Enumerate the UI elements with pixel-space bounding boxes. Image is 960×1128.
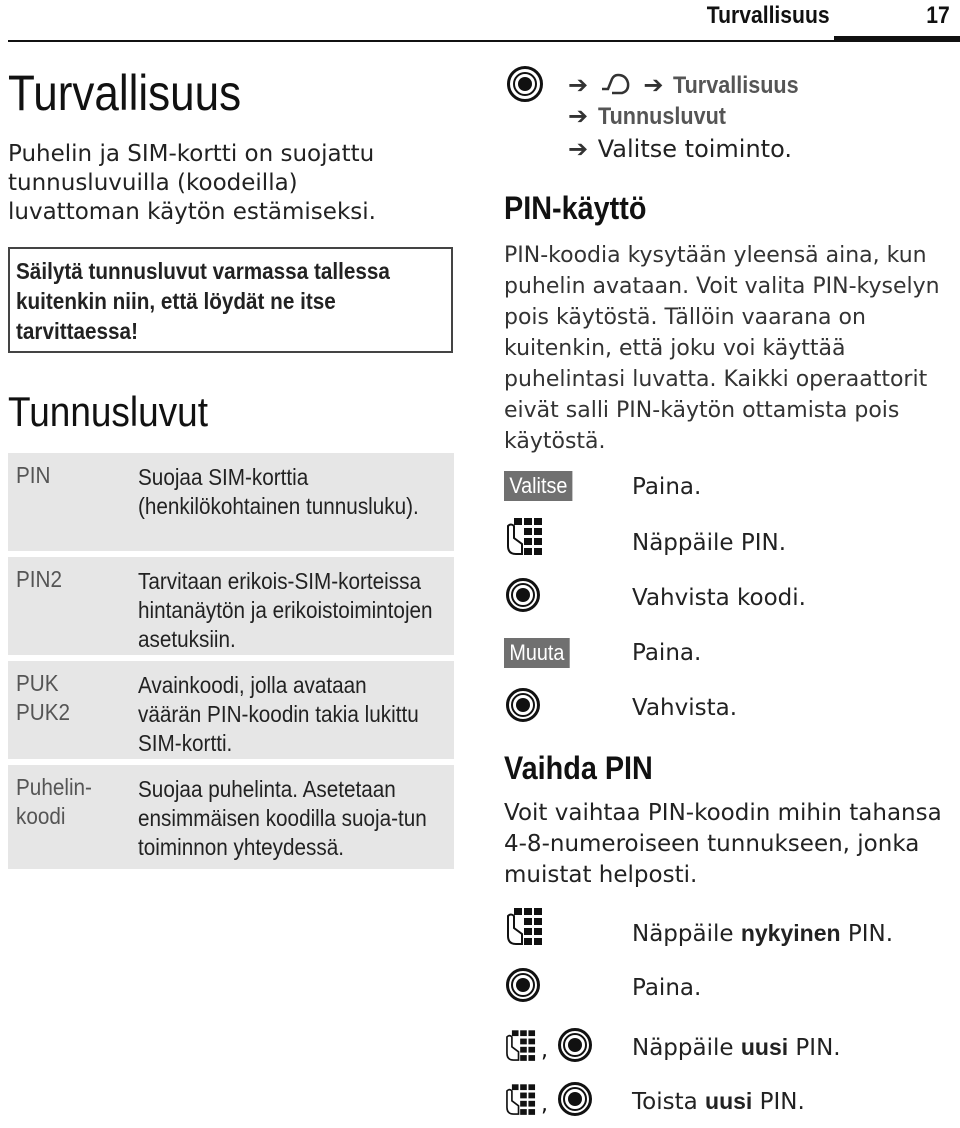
header-rule [8, 40, 960, 42]
menu-item-codes: Tunnusluvut [597, 103, 726, 130]
step-text: Paina. [632, 640, 702, 666]
step-text-part: PIN. [840, 921, 894, 947]
navigation-key-icon [558, 1082, 592, 1116]
section-title-change-pin: Vaihda PIN [504, 750, 653, 786]
navigation-key-icon [506, 688, 540, 722]
keypad-icon [502, 516, 548, 558]
page-number: 17 [926, 2, 950, 29]
page-title: Turvallisuus [8, 65, 242, 121]
step-text [632, 920, 893, 947]
step-text: Vahvista. [632, 695, 738, 721]
menu-item-security: Turvallisuus [673, 72, 799, 99]
menu-path-instruction: Valitse toiminto. [597, 135, 792, 163]
code-term: PUK PUK2 [16, 670, 71, 725]
codes-table [8, 453, 454, 875]
code-term: Puhelin- koodi [16, 774, 92, 829]
step-emphasis: uusi [705, 1088, 753, 1114]
navigation-key-icon [506, 968, 540, 1002]
change-pin-paragraph: Voit vaihtaa PIN-koodin mihin tahansa 4-8-numeroiseen tunnukseen, jonka muistat helposti. [504, 800, 942, 888]
navigation-key-icon [506, 578, 540, 612]
keypad-icon [502, 906, 548, 948]
code-row-puk [8, 661, 454, 759]
arrow-right-icon: ➔ [643, 71, 664, 99]
keypad-icon [502, 1082, 540, 1118]
separator-comma: , [541, 1038, 548, 1063]
pin-use-paragraph: PIN-koodia kysytään yleensä aina, kun puhelin avataan. Voit valita PIN-kyselyn pois käytöstä. Tällöin vaarana on kuitenkin, että joku voi käyttää puhelintasi luvatta. Kaikki operaattorit eivät salli PIN-käytön ottamista pois käytöstä. [504, 243, 940, 454]
intro-paragraph: Puhelin ja SIM-kortti on suojattu tunnusluvuilla (koodeilla) luvattoman käytön estämiseksi. [8, 141, 376, 225]
header-rule-accent [834, 36, 960, 42]
menu-path-line-3 [568, 134, 792, 165]
step-text [632, 1034, 841, 1061]
navigation-key-icon [507, 66, 543, 102]
step-emphasis: nykyinen [740, 920, 841, 946]
step-text [632, 1088, 805, 1115]
settings-menu-icon [598, 71, 636, 97]
softkey-change: Muuta [504, 638, 570, 668]
code-term: PIN2 [16, 566, 63, 592]
menu-path-line-2 [568, 101, 740, 132]
code-term: PIN [16, 462, 51, 488]
code-row-pin2 [8, 557, 454, 655]
section-title-codes: Tunnusluvut [8, 388, 208, 435]
menu-path-line-1 [568, 70, 813, 101]
running-header-title: Turvallisuus [707, 2, 830, 29]
note-text: Säilytä tunnusluvut varmassa tallessa kuitenkin niin, että löydät ne itse tarvittaessa! [16, 258, 390, 344]
code-description: Suojaa puhelinta. Asetetaan ensimmäisen koodilla suoja-tun toiminnon yhteydessä. [138, 776, 427, 860]
softkey-select: Valitse [504, 471, 573, 501]
step-text-part: PIN. [752, 1089, 805, 1115]
section-title-pin-use: PIN-käyttö [504, 190, 647, 226]
separator-comma: , [541, 1092, 548, 1117]
step-text: Vahvista koodi. [632, 585, 806, 611]
keypad-icon [502, 1028, 540, 1064]
code-description: Tarvitaan erikois-SIM-korteissa hintanäytön ja erikoistoimintojen asetuksiin. [138, 568, 433, 652]
step-text: Paina. [632, 474, 702, 500]
step-text: Näppäile PIN. [632, 530, 787, 556]
step-text-part: Toista [632, 1089, 706, 1115]
step-text-part: PIN. [788, 1035, 841, 1061]
code-description: Suojaa SIM-korttia (henkilökohtainen tunnusluku). [138, 464, 419, 519]
step-text: Paina. [632, 975, 702, 1001]
arrow-right-icon: ➔ [568, 71, 589, 99]
code-description: Avainkoodi, jolla avataan väärän PIN-koodin takia lukittu SIM-kortti. [138, 672, 419, 756]
arrow-right-icon: ➔ [568, 102, 589, 130]
step-text-part: Näppäile [632, 921, 741, 947]
code-row-pin [8, 453, 454, 551]
step-emphasis: uusi [740, 1034, 789, 1060]
arrow-right-icon: ➔ [568, 135, 589, 163]
step-text-part: Näppäile [632, 1035, 741, 1061]
navigation-key-icon [558, 1028, 592, 1062]
code-row-phone-code [8, 765, 454, 869]
